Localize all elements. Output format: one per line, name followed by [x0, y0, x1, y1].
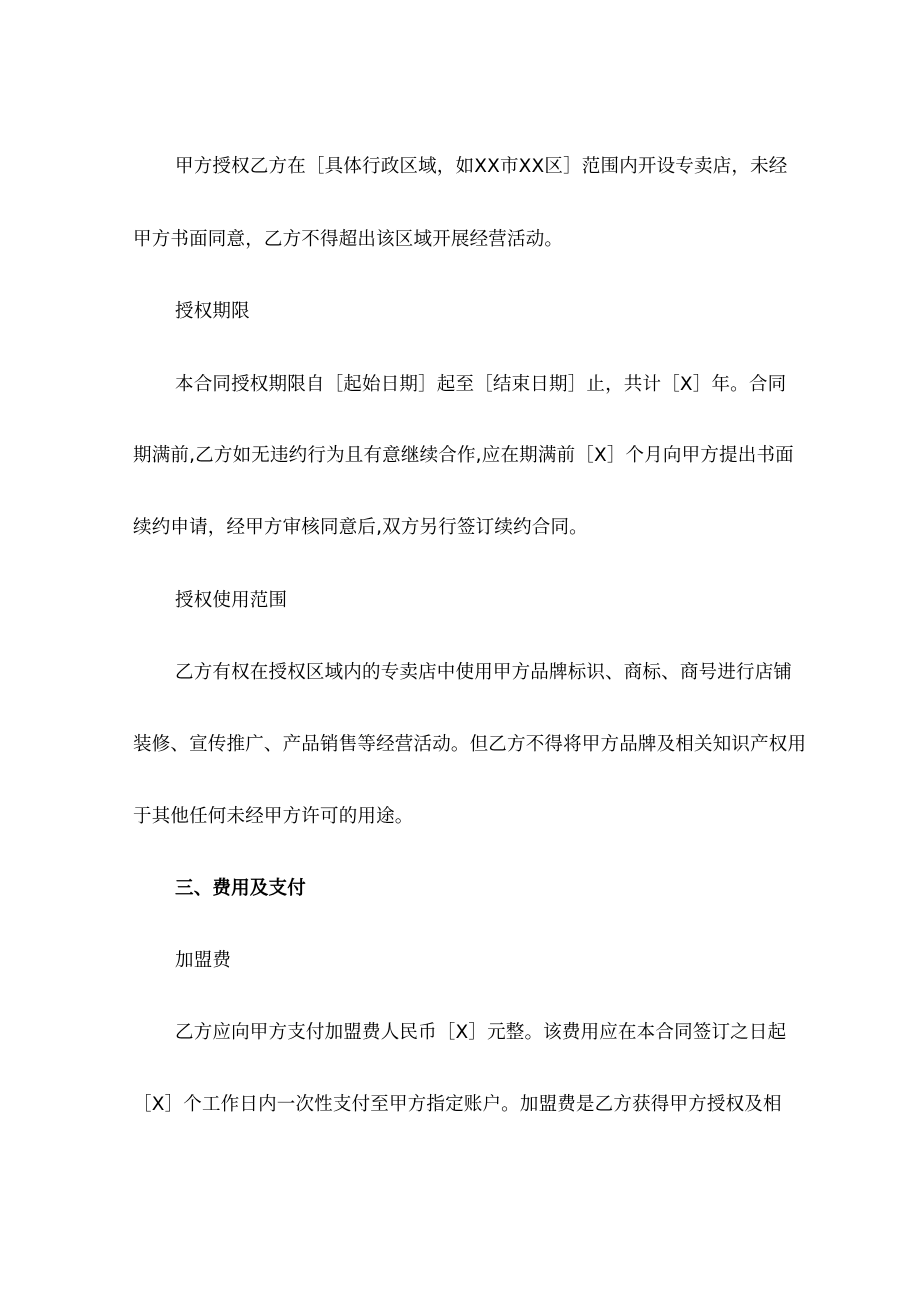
section-heading: 授权期限: [175, 301, 250, 322]
paragraph-line: 于其他任何未经甲方许可的用途。: [133, 806, 414, 827]
paragraph-line: 本合同授权期限自［起始日期］起至［结束日期］止，共计［X］年。合同: [175, 374, 787, 395]
section-heading: 加盟费: [175, 950, 232, 971]
paragraph-line: ［X］个工作日内一次性支付至甲方指定账户。加盟费是乙方获得甲方授权及相: [133, 1094, 782, 1115]
chapter-heading: 三、费用及支付: [175, 878, 306, 899]
section-heading: 授权使用范围: [175, 590, 288, 611]
paragraph-line: 期满前,乙方如无违约行为且有意继续合作,应在期满前［X］个月向甲方提出书面: [133, 445, 794, 466]
paragraph-line: 乙方应向甲方支付加盟费人民币［X］元整。该费用应在本合同签订之日起: [175, 1022, 787, 1043]
paragraph-line: 乙方有权在授权区域内的专卖店中使用甲方品牌标识、商标、商号进行店铺: [175, 662, 793, 683]
paragraph-line: 装修、宣传推广、产品销售等经营活动。但乙方不得将甲方品牌及相关知识产权用: [133, 734, 807, 755]
paragraph-line: 续约申请，经甲方审核同意后,双方另行签订续约合同。: [133, 517, 588, 538]
paragraph-line: 甲方书面同意，乙方不得超出该区域开展经营活动。: [133, 229, 564, 250]
paragraph-line: 甲方授权乙方在［具体行政区域，如XX市XX区］范围内开设专卖店，未经: [175, 156, 788, 177]
